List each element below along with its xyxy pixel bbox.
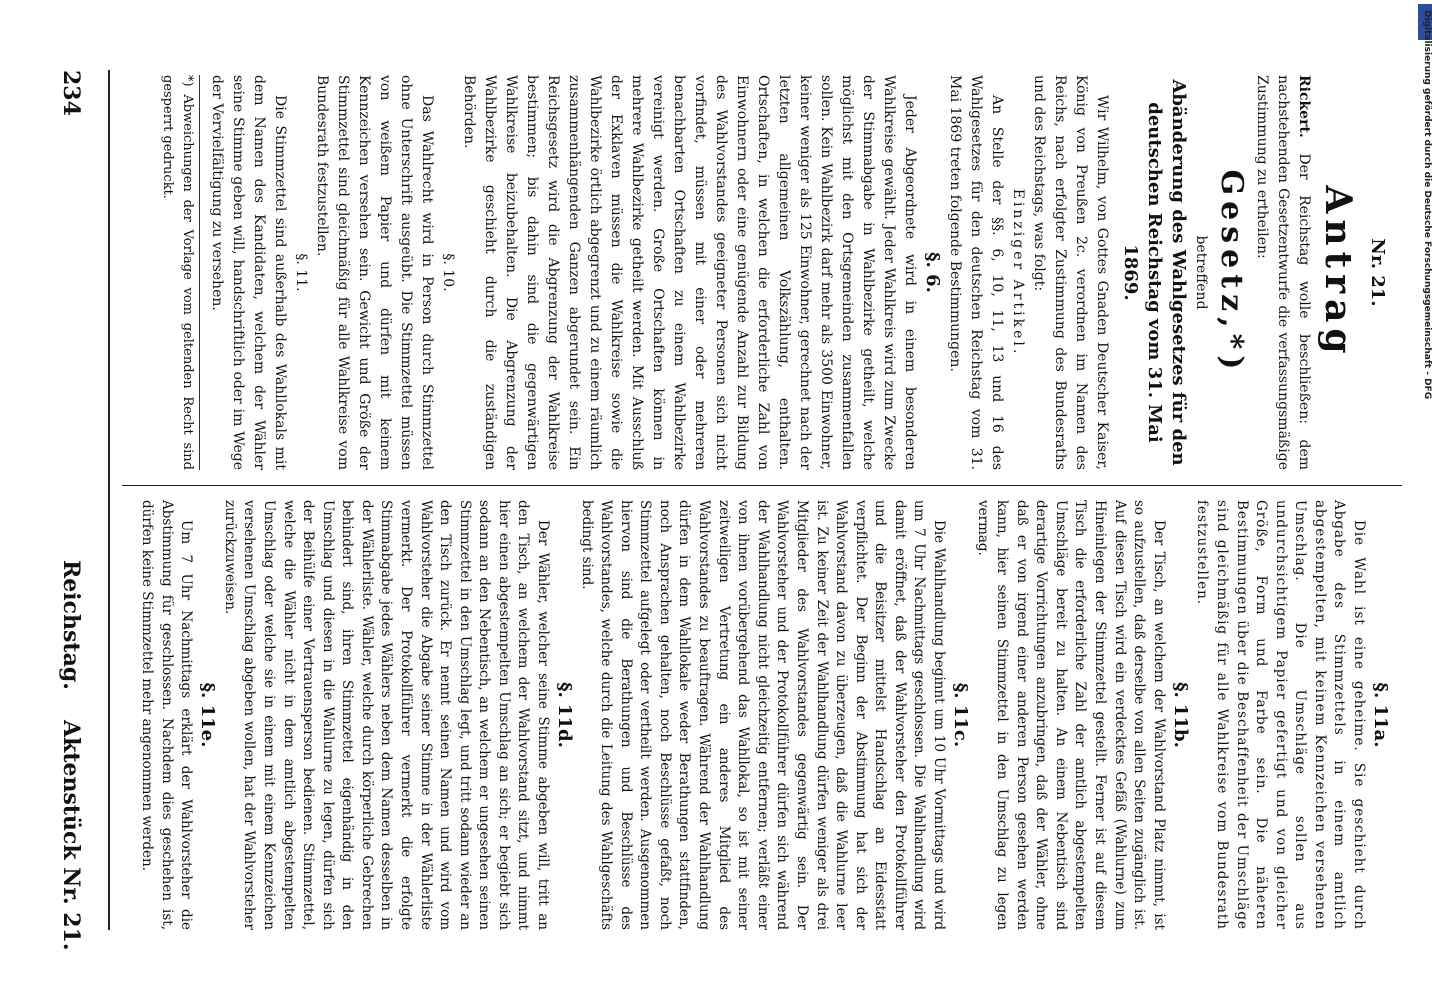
section-6-heading: §. 6. xyxy=(922,252,943,293)
gesetz-heading: Gesetz,*) xyxy=(1214,169,1249,376)
document-number: Nr. 21. xyxy=(1367,238,1388,307)
section-11e-heading: §. 11e. xyxy=(197,682,219,748)
dfg-watermark-text: Digitalisierung gefördert durch die Deutsche Forschungsgemeinschaft - DFG xyxy=(1422,10,1432,400)
preamble: Wir Wilhelm, von Gottes Gnaden Deutscher Kaiser, König von Preußen 2c. verordnen im Namen des Reichs, nach erfolgter Zustimmung des Bundesraths und des Reichstags, was folgt: xyxy=(1031,75,1110,470)
section-11e-text: Um 7 Uhr Nachmittags erklärt der Wahlvorsteher die Abstimmung für geschlossen. Nachdem dies geschehen ist, dürfen keine Stimmzettel mehr angenommen werden. xyxy=(139,500,195,930)
intro-text: Der Reichstag wolle beschließen: dem nachstehenden Gesetzentwurfe die verfassungsmäßige Zustimmung zu ertheilen: xyxy=(1254,75,1312,471)
betreffend-label: betreffend xyxy=(1193,235,1209,310)
section-11c-heading: §. 11c. xyxy=(950,682,972,748)
header-rule xyxy=(108,70,110,930)
intro-paragraph xyxy=(1251,75,1314,470)
section-11a-text: Die Wahl ist eine geheime. Sie geschieht durch Abgabe des Stimmzettels in einem amtlich abgestempelten, mit keinem Kennzeichen versehenen Umschlag. Die Umschläge sollen aus undurchsichtigem Papier gefertigt und von gleicher Größe, Form und Farbe sein. Die näheren Bestimmungen über die Beschaffenheit der Umschläge sind gleichmäßig für alle Wahlkreise vom Bundesrath festzustellen. xyxy=(1194,500,1367,930)
section-6-text: Jeder Abgeordnete wird in einem besonderen Wahlkreise gewählt. Jeder Wahlkreis wird zum Zwecke der Stimmabgabe in Wahlbezirke getheilt, welche möglichst mit den Ortsgemeinden zusammenfallen sollen. Kein Wahlbezirk darf mehr als 3500 Einwohner, keiner weniger als 125 Einwohner, gerechnet nach der letzten allgemeinen Volkszählung, enthalten. Ortschaften, in welchen die erforderliche Zahl von Einwohnern oder eine genügende Anzahl zur Bildung des Wahlvorstandes geeigneter Personen sich nicht vorfindet, müssen mit einer oder mehreren benachbarten Ortschaften zu einem Wahlbezirke vereinigt werden. Große Ortschaften können in mehrere Wahlbezirke getheilt werden. Mit Ausschluß der Exklaven müssen die Wahlkreise sowie die Wahlbezirke örtlich abgegrenzt und zu einem räumlich zusammenhängenden Ganzen abgerundet sein. Ein Reichsgesetz wird die Abgrenzung der Wahlkreise bestimmen; bis dahin sind die gegenwärtigen Wahlkreise beizubehalten. Die Abgrenzung der Wahlbezirke geschieht durch die zuständigen Behörden. xyxy=(461,75,918,470)
header-right-label: Aktenstück Nr. 21. xyxy=(58,720,84,951)
section-10-heading: §. 10. xyxy=(440,253,456,292)
section-10-text: Das Wahlrecht wird in Person durch Stimmzettel ohne Unterschrift ausgeübt. Die Stimmzettel müssen von weißem Papier und dürfen mit keinem Kennzeichen versehen sein. Gewicht und Größe der Stimmzettel sind gleichmäßig für alle Wahlkreise vom Bundesrath festzustellen. xyxy=(314,75,435,470)
proposer-name: Rickert. xyxy=(1296,75,1312,138)
section-11c-text: Die Wahlhandlung beginnt um 10 Uhr Vormittags und wird um 7 Uhr Nachmittags geschlossen. Die Wahlhandlung wird damit eröffnet, daß der Wahlvorsteher den Protokollführer und die Beisitzer mittelst Handschlag an Eidesstatt verpflichtet. Der Beginn der Abstimmung hat sich der Wahlvorstand davon zu überzeugen, daß die Wahlurne leer ist. Zu keiner Zeit der Wahlhandlung dürfen weniger als drei Mitglieder des Wahlvorstandes gegenwärtig sein. Der Wahlvorsteher und der Protokollführer dürfen sich während der Wahlhandlung nicht gleichzeitig entfernen; verläßt einer von ihnen vorübergehend das Wahllokal, so ist mit seiner zeitweiligen Vertretung ein anderes Mitglied des Wahlvorstandes zu beauftragen. Während der Wahlhandlung dürfen in dem Wahllokale weder Berathungen stattfinden, noch Ansprachen gehalten, noch Beschlüsse gefaßt, noch Stimmzettel aufgelegt oder vertheilt werden. Ausgenommen hiervon sind die Berathungen und Beschlüsse des Wahlvorstandes, welche durch die Leitung des Wahlgeschäfts bedingt sind. xyxy=(578,500,948,930)
section-11d-text: Der Wähler, welcher seine Stimme abgeben will, tritt an den Tisch, an welchem der Wahlvorstand sitzt, und nimmt hier einen abgestempelten Umschlag an sich; er begiebt sich sodann an den Nebentisch, an welchem er ungesehen seinen Stimmzettel in den Umschlag legt, und tritt sodann wieder an den Tisch zurück. Er nennt seinen Namen und wird vom Wahlvorsteher die Abgabe seiner Stimme in der Wählerliste vermerkt. Der Protokollführer vermerkt die erfolgte Stimmabgabe jedes Wählers neben dem Namen desselben in der Wählerliste. Wähler, welche durch körperliche Gebrechen behindert sind, ihren Stimmzettel eigenhändig in den Umschlag und diesen in die Wahlurne zu legen, dürfen sich der Beihülfe einer Vertrauensperson bedienen. Stimmzettel, welche die Wähler nicht in dem amtlich abgestempelten Umschlag oder welche sie in einem mit einem Kennzeichen versehenen Umschlag abgeben wollen, hat der Wahlvorsteher zurückzuweisen. xyxy=(221,500,552,930)
law-title: Abänderung des Wahlgesetzes für den deutschen Reichstag vom 31. Mai 1869. xyxy=(1120,79,1189,466)
section-11d-heading: §. 11d. xyxy=(554,682,576,748)
page-number: 234 xyxy=(58,70,84,116)
left-column xyxy=(122,75,1392,470)
dfg-watermark xyxy=(1418,0,1432,1000)
section-11b-heading: §. 11b. xyxy=(1169,682,1191,748)
page-header xyxy=(42,0,102,1000)
artikel-heading: Einziger Artikel. xyxy=(1010,188,1026,357)
section-11a-heading: §. 11a. xyxy=(1370,682,1391,748)
antrag-heading: Antrag xyxy=(1317,185,1359,360)
header-left-label: Reichstag. xyxy=(58,560,84,690)
section-11-heading: §. 11. xyxy=(293,253,309,292)
footnote: *) Abweichungen der Vorlage vom geltenden Recht sind gesperrt gedruckt. xyxy=(157,75,200,470)
artikel-text: An Stelle der §§. 6, 10, 11, 13 und 16 des Wahlgesetzes für den deutschen Reichstag vom 31. Mai 1869 treten folgende Bestimmungen. xyxy=(947,75,1005,470)
column-divider xyxy=(122,485,1402,486)
section-11b-text: Der Tisch, an welchem der Wahlvorstand Platz nimmt, ist so aufzustellen, daß derselbe von allen Seiten zugänglich ist. Auf diesen Tisch wird ein verdecktes Gefäß (Wahlurne) zum Hineinlegen der Stimmzettel gestellt. Ferner ist auf diesem Tisch die erforderliche Zahl der amtlich abgestempelten Umschläge bereit zu halten. An einem Nebentisch sind derartige Vorrichtungen anzubringen, daß der Wähler, ohne daß er von irgend einer anderen Person gesehen werden kann, hier seinen Stimmzettel in den Umschlag zu legen vermag. xyxy=(974,500,1167,930)
right-column xyxy=(122,500,1392,930)
section-11-text: Die Stimmzettel sind außerhalb des Wahllokals mit dem Namen des Kandidaten, welchem der Wähler seine Stimme geben will, handschriftlich oder im Wege der Vervielfältigung zu versehen. xyxy=(209,75,288,470)
